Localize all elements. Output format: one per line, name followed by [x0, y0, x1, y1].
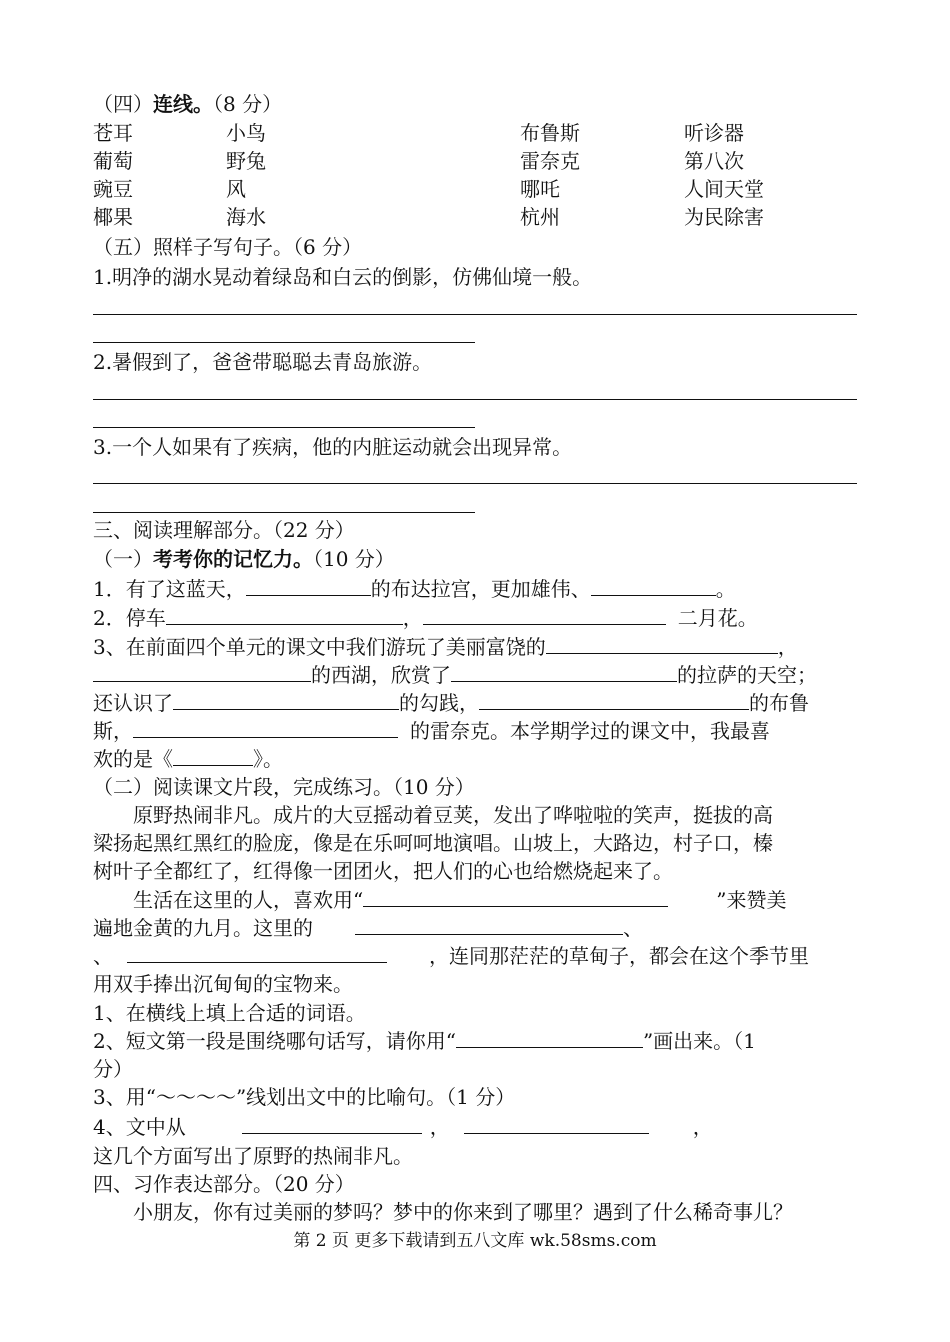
- exercise-text: ”画出来。（1: [642, 1029, 756, 1053]
- match-item: 听诊器: [684, 121, 744, 145]
- fill-blank[interactable]: [242, 1113, 422, 1134]
- memory-heading-score: （10 分）: [313, 547, 395, 571]
- answer-line[interactable]: [93, 314, 857, 315]
- match-heading-prefix: （四）: [93, 92, 153, 116]
- match-item: 为民除害: [684, 205, 764, 229]
- q3-text: 》。: [253, 747, 283, 771]
- passage-heading: （二）阅读课文片段，完成练习。（10 分）: [93, 775, 475, 799]
- passage-text: 、: [623, 916, 643, 940]
- fill-blank[interactable]: [423, 604, 666, 625]
- fill-blank[interactable]: [451, 661, 677, 682]
- fill-blank[interactable]: [166, 604, 403, 625]
- reading-heading: 三、阅读理解部分。（22 分）: [93, 518, 355, 542]
- match-item: 葡萄: [93, 149, 133, 173]
- passage-line: [93, 942, 809, 970]
- passage-line: 梁扬起黑红黑红的脸庞，像是在乐呵呵地演唱。山坡上，大路边，村子口，榛: [93, 831, 773, 855]
- q3-text: 的布鲁: [749, 691, 809, 715]
- page-footer: 第 2 页 更多下载请到五八文库 wk.58sms.com: [293, 1231, 657, 1251]
- passage-text: 遍地金黄的九月。这里的: [93, 916, 313, 940]
- match-item: 小鸟: [226, 121, 266, 145]
- sentence-example-3: 3.一个人如果有了疾病，他的内脏运动就会出现异常。: [93, 435, 573, 459]
- memory-q2: [93, 604, 758, 632]
- writing-prompt: 小朋友，你有过美丽的梦吗？梦中的你来到了哪里？遇到了什么稀奇事儿？: [133, 1200, 793, 1224]
- match-column-4: [684, 119, 764, 231]
- sentence-example-2: 2.暑假到了，爸爸带聪聪去青岛旅游。: [93, 350, 433, 374]
- match-column-2: [226, 119, 266, 231]
- answer-line[interactable]: [93, 483, 857, 484]
- q1-text: 的布达拉宫，更加雄伟、: [370, 577, 591, 601]
- match-item: 野兔: [226, 149, 266, 173]
- sentence-example-1: 1.明净的湖水晃动着绿岛和白云的倒影，仿佛仙境一般。: [93, 265, 593, 289]
- memory-q3-line4: [93, 717, 770, 745]
- sentence-heading: （五）照样子写句子。（6 分）: [93, 235, 363, 259]
- passage-line: 树叶子全都红了，红得像一团团火，把人们的心也给燃烧起来了。: [93, 859, 673, 883]
- passage-line: 用双手捧出沉甸甸的宝物来。: [93, 972, 353, 996]
- match-column-1: [93, 119, 133, 231]
- q3-text: 斯，: [93, 719, 133, 743]
- match-item: 雷奈克: [520, 149, 580, 173]
- exercise-2: [93, 1027, 756, 1055]
- match-heading: [93, 90, 282, 118]
- passage-text: ”来赞美: [716, 888, 787, 912]
- q3-text: ，: [777, 635, 798, 659]
- q3-text: 的西湖，欣赏了: [311, 663, 451, 687]
- fill-blank[interactable]: [591, 575, 716, 596]
- answer-line[interactable]: [93, 427, 475, 428]
- q2-text: 二月花。: [677, 606, 758, 630]
- exercise-4-cont: 这几个方面写出了原野的热闹非凡。: [93, 1144, 413, 1168]
- exercise-1: 1、在横线上填上合适的词语。: [93, 1001, 366, 1025]
- exercise-text: 2、短文第一段是围绕哪句话写，请你用“: [93, 1029, 456, 1053]
- fill-blank[interactable]: [127, 942, 387, 963]
- q3-text: 还认识了: [93, 691, 173, 715]
- fill-blank[interactable]: [355, 914, 623, 935]
- exercise-2-cont: 分）: [93, 1057, 133, 1081]
- exercise-text: 4、文中从: [93, 1115, 186, 1139]
- match-column-3: [520, 119, 580, 231]
- passage-text: ，连同那茫茫的草甸子，都会在这个季节里: [429, 944, 809, 968]
- match-item: 哪吒: [520, 177, 560, 201]
- fill-blank[interactable]: [246, 575, 371, 596]
- fill-blank[interactable]: [173, 745, 253, 766]
- q1-text: 1．有了这蓝天，: [93, 577, 246, 601]
- q2-text: 2．停车: [93, 606, 166, 630]
- exercise-text: ，: [429, 1115, 450, 1139]
- memory-q3-line3: [93, 689, 809, 717]
- match-item: 风: [226, 177, 246, 201]
- answer-line[interactable]: [93, 512, 475, 513]
- match-item: 第八次: [684, 149, 744, 173]
- fill-blank[interactable]: [133, 717, 398, 738]
- fill-blank[interactable]: [173, 689, 399, 710]
- fill-blank[interactable]: [479, 689, 749, 710]
- match-item: 人间天堂: [684, 177, 764, 201]
- match-item: 布鲁斯: [520, 121, 580, 145]
- fill-blank[interactable]: [456, 1027, 643, 1048]
- passage-text: 、: [93, 944, 113, 968]
- passage-line: [93, 914, 643, 942]
- match-item: 海水: [226, 205, 266, 229]
- q1-text: 。: [715, 577, 736, 601]
- passage-line: 原野热闹非凡。成片的大豆摇动着豆荚，发出了哗啦啦的笑声，挺拔的高: [133, 803, 773, 827]
- q2-text: ，: [402, 606, 423, 630]
- memory-q1: [93, 575, 736, 603]
- q3-text: 的拉萨的天空；: [677, 663, 817, 687]
- writing-heading: 四、习作表达部分。（20 分）: [93, 1172, 355, 1196]
- q3-text: 的雷奈克。本学期学过的课文中，我最喜: [410, 719, 770, 743]
- fill-blank[interactable]: [546, 633, 778, 654]
- match-item: 豌豆: [93, 177, 133, 201]
- exercise-3: 3、用“～～～～”线划出文中的比喻句。（1 分）: [93, 1085, 516, 1109]
- match-item: 苍耳: [93, 121, 133, 145]
- match-item: 椰果: [93, 205, 133, 229]
- match-item: 杭州: [520, 205, 560, 229]
- answer-line[interactable]: [93, 342, 475, 343]
- memory-q3-line2: [93, 661, 817, 689]
- q3-text: 欢的是《: [93, 747, 173, 771]
- q3-text: 的勾践，: [399, 691, 479, 715]
- fill-blank[interactable]: [464, 1113, 649, 1134]
- memory-heading-title: 考考你的记忆力。: [153, 547, 313, 571]
- fill-blank[interactable]: [93, 661, 311, 682]
- memory-heading: [93, 545, 395, 573]
- fill-blank[interactable]: [363, 886, 668, 907]
- match-heading-score: （8 分）: [213, 92, 283, 116]
- exercise-text: ，: [692, 1115, 713, 1139]
- q3-text: 3、在前面四个单元的课文中我们游玩了美丽富饶的: [93, 635, 546, 659]
- answer-line[interactable]: [93, 399, 857, 400]
- passage-text: 生活在这里的人，喜欢用“: [133, 888, 364, 912]
- passage-line: [133, 886, 786, 914]
- memory-heading-prefix: （一）: [93, 547, 153, 571]
- match-heading-title: 连线。: [153, 92, 213, 116]
- memory-q3-line5: [93, 745, 283, 773]
- memory-q3-line1: [93, 633, 798, 661]
- exercise-4: [93, 1113, 713, 1141]
